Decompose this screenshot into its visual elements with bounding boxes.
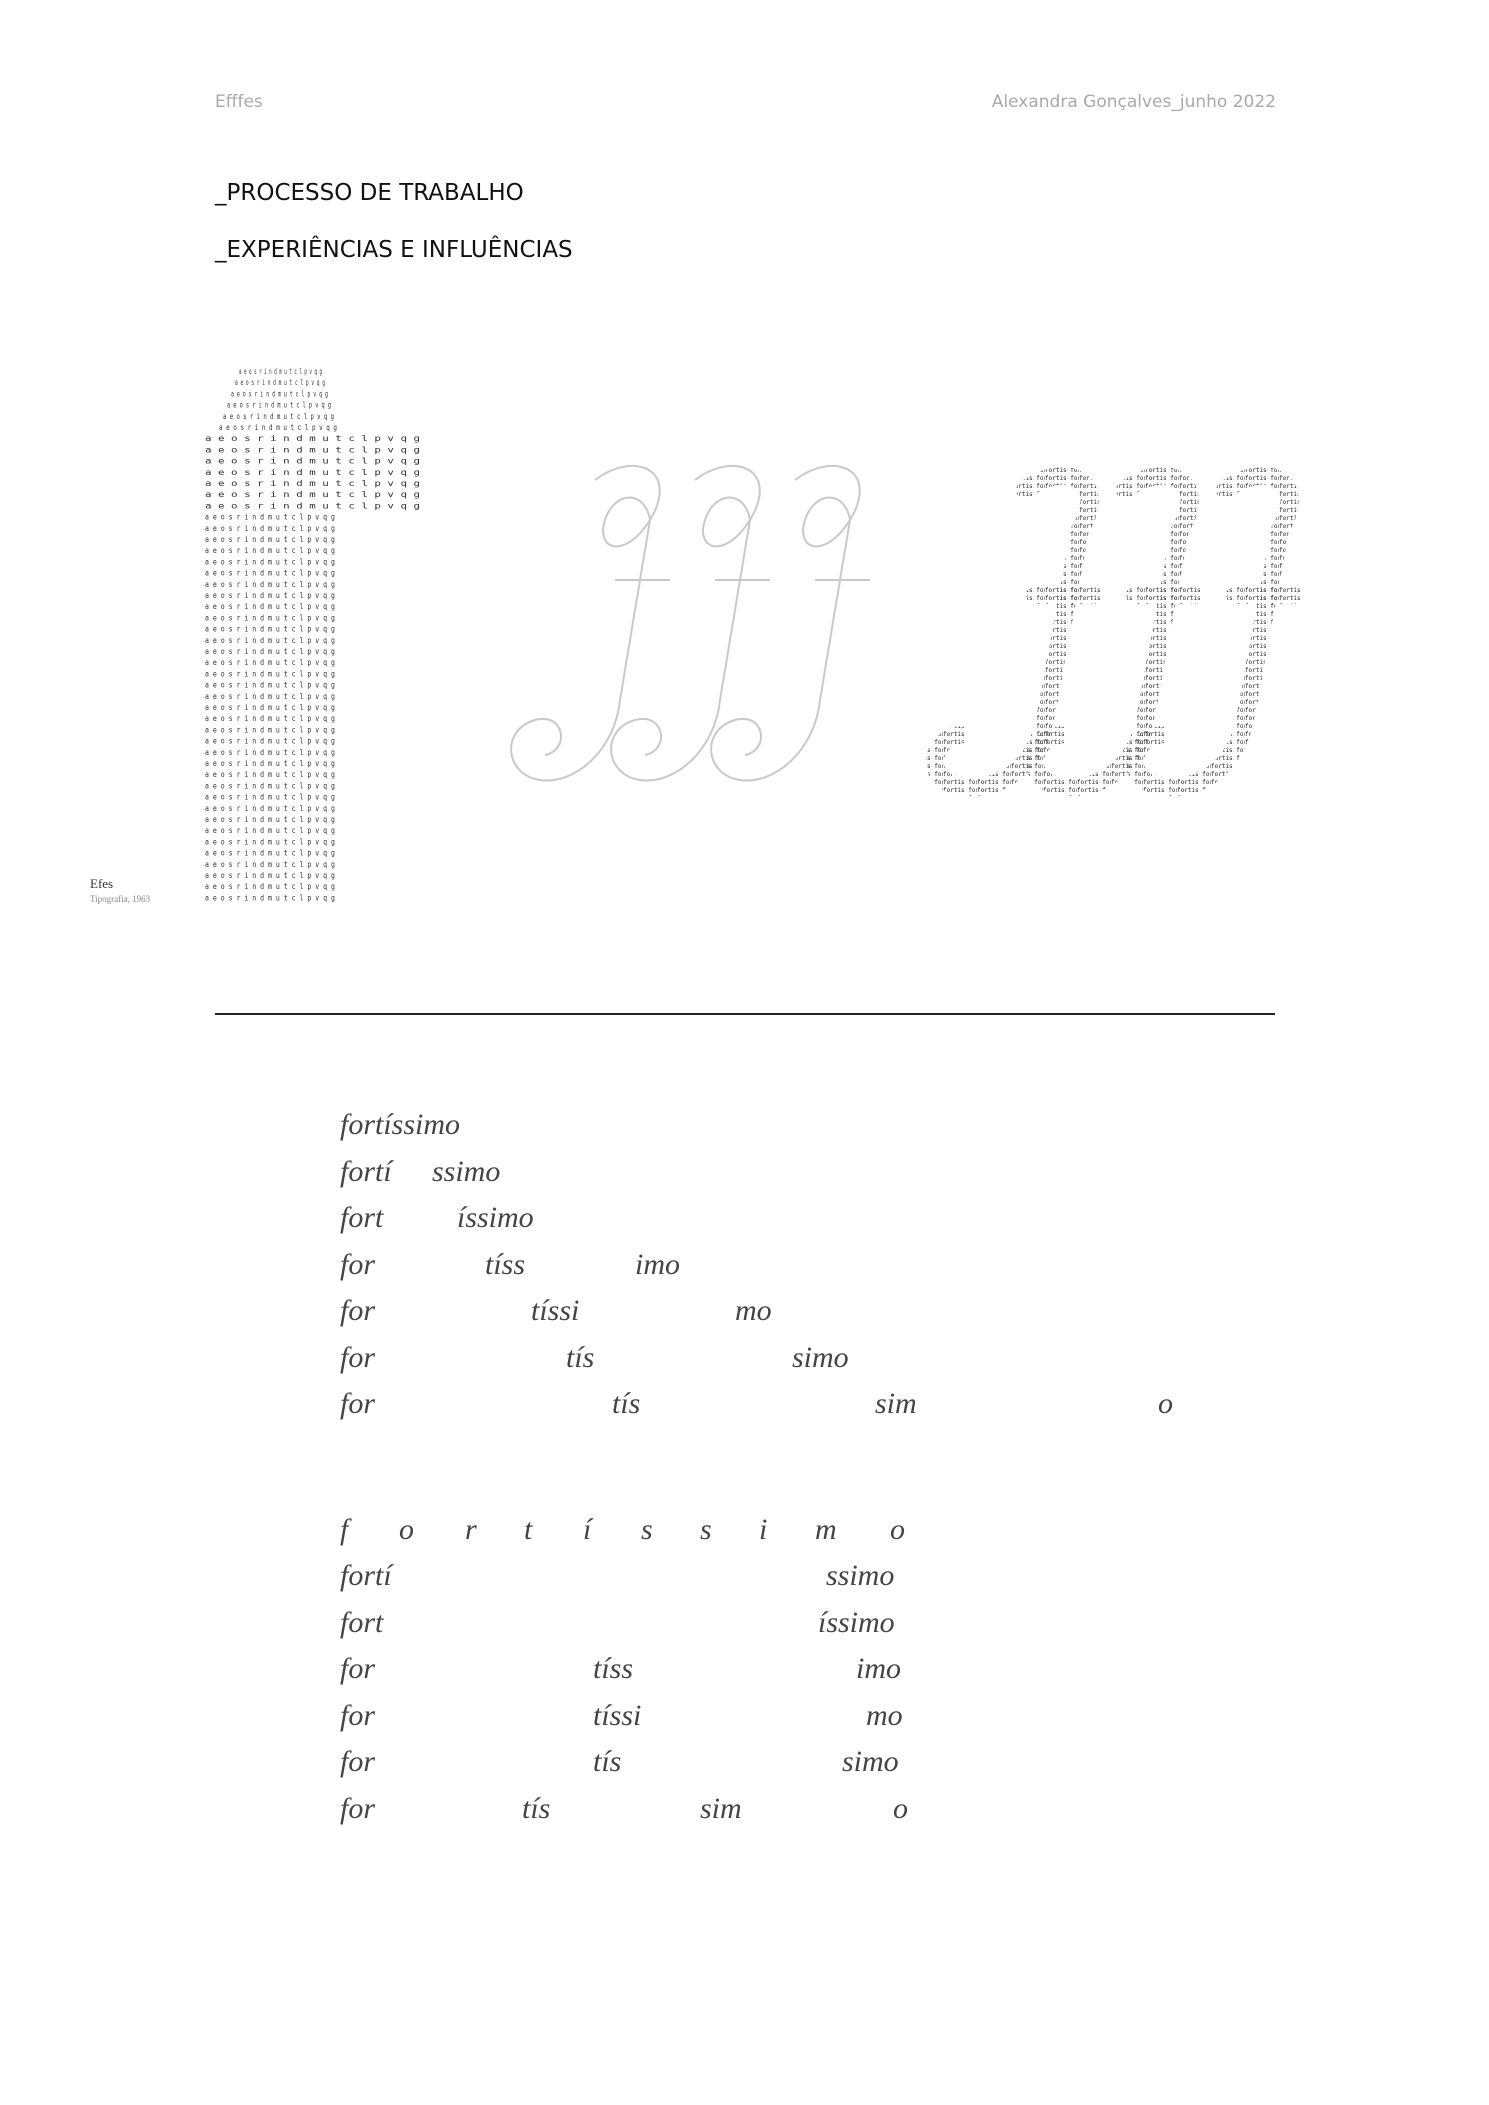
poem-letter: i [759,1513,768,1546]
svg-text:a e o s r i n d m u t c l p v: a e o s r i n d m u t c l p v q g [205,848,336,858]
svg-text:a e o s r i n d m u t c l p v: a e o s r i n d m u t c l p v q g [205,882,336,892]
svg-text:a e o s r i n d m u t c l p v: a e o s r i n d m u t c l p v q g [205,736,336,746]
svg-text:a e o s r i n d m u t c l p v: a e o s r i n d m u t c l p v q g [223,411,335,421]
poem-letter: f [340,1513,349,1546]
svg-text:a e o s r i n d m u t c l p v: a e o s r i n d m u t c l p v q g [205,770,336,780]
svg-text:a e o s r i n d m u t c l p v: a e o s r i n d m u t c l p v q g [205,591,336,600]
poem-word: tís [566,1341,595,1374]
poem-word: ssimo [432,1155,501,1188]
svg-text:a e o s r i n d m u t c l p v: a e o s r i n d m u t c l p v q g [205,434,421,444]
poem-word: simo [842,1745,899,1778]
poem-word: o [1158,1387,1173,1420]
svg-text:a e o s r i n d m u t c l p v: a e o s r i n d m u t c l p v q g [205,703,336,712]
svg-text:a e o s r i n d m u t c l p v: a e o s r i n d m u t c l p v q g [205,602,336,612]
svg-text:a e o s r i n d m u t c l p v: a e o s r i n d m u t c l p v q g [205,725,336,735]
svg-text:a e o s r i n d m u t c l p v: a e o s r i n d m u t c l p v q g [205,871,336,880]
poem-word: for [340,1699,376,1732]
svg-text:a e o s r i n d m u t c l p v: a e o s r i n d m u t c l p v q g [205,747,336,757]
poem-word: íssimo [457,1201,534,1234]
svg-text:a e o s r i n d m u t c l p v: a e o s r i n d m u t c l p v q g [205,826,336,836]
poem-word: ssimo [826,1559,895,1592]
svg-text:a e o s r i n d m u t c l p v: a e o s r i n d m u t c l p v q g [219,423,338,432]
svg-text:a e o s r i n d m u t c l p v: a e o s r i n d m u t c l p v q g [205,759,336,768]
poem-word: simo [792,1341,849,1374]
poem-word: for [340,1248,376,1281]
poem-word: fortíssimo [340,1108,461,1141]
fff-outline-illustration [445,450,925,810]
poem-letter: o [399,1513,414,1546]
running-header-author-date: Alexandra Gonçalves_junho 2022 [991,92,1276,112]
svg-text:a e o s r i n d m u t c l p v: a e o s r i n d m u t c l p v q g [205,467,421,477]
poem-word: tíssi [531,1294,580,1327]
poem-word: imo [635,1248,680,1281]
poem-word: for [340,1387,376,1420]
svg-text:a e o s r i n d m u t c l p v: a e o s r i n d m u t c l p v q g [205,792,336,802]
svg-text:a e o s r i n d m u t c l p v: a e o s r i n d m u t c l p v q g [205,613,336,623]
svg-text:a e o s r i n d m u t c l p v: a e o s r i n d m u t c l p v q g [205,624,336,634]
poem-word: fort [340,1606,384,1639]
poem-word: sim [700,1792,742,1825]
fff-text-illustration [885,450,1365,850]
section-divider [215,1013,1275,1015]
poem-word: sim [875,1387,917,1420]
poem-letter: r [465,1513,477,1546]
svg-text:a e o s r i n d m u t c l p v: a e o s r i n d m u t c l p v q g [205,535,336,544]
svg-text:a e o s r i n d m u t c l p v: a e o s r i n d m u t c l p v q g [205,546,336,556]
svg-text:a e o s r i n d m u t c l p v: a e o s r i n d m u t c l p v q g [235,378,326,388]
svg-text:a e o s r i n d m u t c l p v: a e o s r i n d m u t c l p v q g [205,680,336,690]
poem-letter: o [890,1513,905,1546]
poem-word: íssimo [818,1606,895,1639]
svg-text:a e o s r i n d m u t c l p v: a e o s r i n d m u t c l p v q g [205,658,336,668]
section-heading-process: _PROCESSO DE TRABALHO [215,180,524,206]
svg-text:a e o s r i n d m u t c l p v: a e o s r i n d m u t c l p v q g [205,815,336,824]
svg-text:a e o s r i n d m u t c l p v: a e o s r i n d m u t c l p v q g [205,837,336,847]
poem-word: tís [522,1792,551,1825]
poem-letter: m [815,1513,837,1546]
poem-word: tís [612,1387,641,1420]
svg-text:a e o s r i n d m u t c l p v: a e o s r i n d m u t c l p v q g [205,893,336,903]
svg-text:a e o s r i n d m u t c l p v: a e o s r i n d m u t c l p v q g [205,512,336,522]
typewriter-text-illustration [90,360,450,915]
svg-text:a e o s r i n d m u t c l p v: a e o s r i n d m u t c l p v q g [205,557,336,567]
poem-word: tíss [593,1652,634,1685]
poem-word: mo [866,1699,903,1732]
svg-text:a e o s r i n d m u t c l p v: a e o s r i n d m u t c l p v q g [205,669,336,679]
svg-text:a e o s r i n d m u t c l p v: a e o s r i n d m u t c l p v q g [205,456,421,466]
image-caption-title: Efes [90,876,114,891]
svg-text:a e o s r i n d m u t c l p v: a e o s r i n d m u t c l p v q g [205,691,336,701]
running-header-title: Efffes [215,92,263,112]
poem-word: imo [856,1652,901,1685]
svg-text:a e o s r i n d m u t c l p v: a e o s r i n d m u t c l p v q g [205,501,421,511]
image-caption-subtitle: Tipografia, 1963 [90,894,151,904]
poem-word: mo [735,1294,772,1327]
poem-word: tíss [485,1248,526,1281]
svg-text:a e o s r i n d m u t c l p v: a e o s r i n d m u t c l p v q g [231,389,329,399]
poem-word: fortí [340,1559,392,1592]
svg-text:a e o s r i n d m u t c l p v: a e o s r i n d m u t c l p v q g [205,479,421,488]
poem-letter: s [700,1513,712,1546]
svg-text:a e o s r i n d m u t c l p v: a e o s r i n d m u t c l p v q g [205,490,421,500]
svg-text:a e o s r i n d m u t c l p v: a e o s r i n d m u t c l p v q g [205,635,336,645]
section-heading-experiences: _EXPERIÊNCIAS E INFLUÊNCIAS [215,237,573,263]
svg-text:a e o s r i n d m u t c l p v: a e o s r i n d m u t c l p v q g [205,803,336,813]
svg-text:a e o s r i n d m u t c l p v: a e o s r i n d m u t c l p v q g [205,859,336,869]
poem-letter: t [524,1513,533,1546]
poem-letter: s [641,1513,653,1546]
poem-word: tís [593,1745,622,1778]
poem-word: for [340,1652,376,1685]
poem-word: o [893,1792,908,1825]
svg-text:a e o s r i n d m u t c l p v: a e o s r i n d m u t c l p v q g [227,400,332,410]
svg-text:a e o s r i n d m u t c l p v: a e o s r i n d m u t c l p v q g [205,647,336,656]
poem-letter: í [583,1513,592,1546]
svg-text:a e o s r i n d m u t c l p v: a e o s r i n d m u t c l p v q g [205,568,336,578]
svg-text:a e o s r i n d m u t c l p v: a e o s r i n d m u t c l p v q g [205,714,336,724]
poem-word: for [340,1341,376,1374]
svg-text:a e o s r i n d m u t c l p v: a e o s r i n d m u t c l p v q g [205,781,336,791]
poem-word: tíssi [593,1699,642,1732]
poem-word: for [340,1792,376,1825]
svg-text:a e o s r i n d m u t c l p v: a e o s r i n d m u t c l p v q g [205,445,421,455]
svg-text:a e o s r i n d m u t c l p v: a e o s r i n d m u t c l p v q g [205,579,336,589]
svg-text:a e o s r i n d m u t c l p v: a e o s r i n d m u t c l p v q g [205,523,336,533]
poem-word: for [340,1294,376,1327]
poem-word: fort [340,1201,384,1234]
poem-word: for [340,1745,376,1778]
svg-text:a e o s r i n d m u t c l p v: a e o s r i n d m u t c l p v q g [239,367,323,376]
poem-word: fortí [340,1155,392,1188]
